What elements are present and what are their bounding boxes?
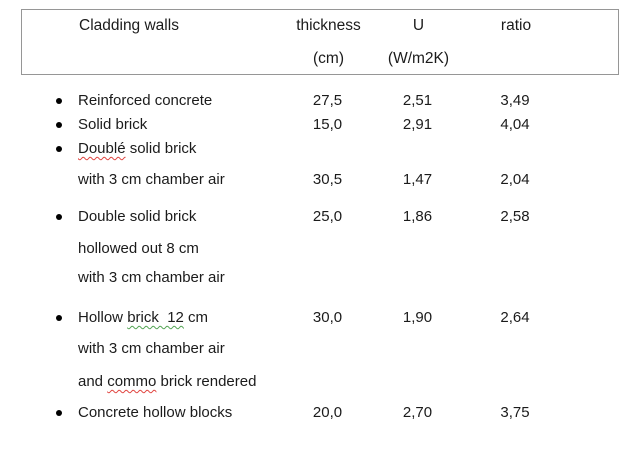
bullet-icon <box>56 315 62 321</box>
misspelled-word: Doublé <box>78 140 126 157</box>
u-value <box>365 370 470 394</box>
wall-type-label <box>78 208 196 225</box>
label-text: with 3 cm chamber air <box>78 269 225 286</box>
table-row <box>21 137 619 161</box>
ratio-value: 4,04 <box>500 116 530 133</box>
wall-type-continuation-cell <box>21 370 290 394</box>
wall-type-label <box>78 340 225 357</box>
table-row <box>21 113 619 137</box>
ratio-value <box>470 237 560 261</box>
u-value: 1,47 <box>402 171 433 188</box>
ratio-value: 3,75 <box>500 404 530 421</box>
u-value: 2,51 <box>402 92 433 109</box>
label-text: solid brick <box>125 140 197 157</box>
label-text: hollowed out 8 cm <box>78 240 199 257</box>
label-text: and <box>78 373 108 390</box>
thickness-value: 27,5 <box>312 92 343 109</box>
ratio-value <box>470 266 560 290</box>
wall-type-label <box>78 373 256 390</box>
table-row <box>21 337 619 361</box>
thickness-value: 20,0 <box>312 404 343 421</box>
wall-type-label <box>78 240 199 257</box>
table-row <box>21 266 619 290</box>
thickness-value: 30,0 <box>312 309 343 326</box>
ratio-value <box>470 137 560 161</box>
u-value: 2,91 <box>402 116 433 133</box>
wall-type-continuation-cell <box>21 237 290 261</box>
header-u: U <box>412 17 425 34</box>
wall-type-label <box>78 171 225 188</box>
label-text: Double solid brick <box>78 208 197 225</box>
ratio-value: 2,64 <box>500 309 530 326</box>
ratio-value <box>470 370 560 394</box>
table-row <box>21 401 619 425</box>
wall-type-continuation-cell <box>21 266 290 290</box>
header-thickness: thickness <box>296 17 361 34</box>
wall-type-cell <box>21 401 290 425</box>
table-header <box>21 9 619 75</box>
table-row <box>21 237 619 261</box>
ratio-value: 2,58 <box>500 208 530 225</box>
ratio-value <box>470 337 560 361</box>
wall-type-cell <box>21 89 290 113</box>
label-text: cm <box>183 309 209 326</box>
wall-type-label <box>78 269 225 286</box>
wall-type-label <box>78 140 196 157</box>
header-ratio-unit-spacer <box>471 47 561 71</box>
table-body <box>21 75 619 425</box>
grammar-flagged-text: brick 12 <box>127 309 184 326</box>
thickness-value <box>290 370 365 394</box>
wall-type-label <box>78 116 147 133</box>
wall-type-label <box>78 92 212 109</box>
label-text: brick rendered <box>156 373 257 390</box>
u-value <box>365 237 470 261</box>
header-row-units <box>22 47 618 71</box>
table-row <box>21 306 619 330</box>
thickness-value <box>290 137 365 161</box>
ratio-value: 3,49 <box>500 92 530 109</box>
header-cladding-walls: Cladding walls <box>79 17 179 34</box>
wall-type-cell <box>21 113 290 137</box>
wall-type-cell <box>21 137 290 161</box>
header-thickness-unit: (cm) <box>313 50 344 67</box>
label-text: Hollow <box>78 309 128 326</box>
thickness-value: 30,5 <box>312 171 343 188</box>
ratio-value: 2,04 <box>500 171 530 188</box>
wall-type-label <box>78 309 208 326</box>
table-row <box>21 370 619 394</box>
wall-type-label <box>78 404 232 421</box>
thickness-value <box>290 266 365 290</box>
bullet-icon <box>56 214 62 220</box>
label-text: Reinforced concrete <box>78 92 213 109</box>
label-text: with 3 cm chamber air <box>78 171 225 188</box>
label-text: Concrete hollow blocks <box>78 404 233 421</box>
bullet-icon <box>56 122 62 128</box>
header-units-spacer <box>22 47 291 71</box>
bullet-icon <box>56 98 62 104</box>
table-row <box>21 168 619 192</box>
misspelled-word: commo <box>107 373 157 390</box>
table-row <box>21 89 619 113</box>
label-text: with 3 cm chamber air <box>78 340 225 357</box>
thickness-value <box>290 337 365 361</box>
header-row-titles <box>22 14 618 38</box>
u-value <box>365 266 470 290</box>
header-ratio: ratio <box>500 17 532 34</box>
table-row <box>21 205 619 229</box>
u-value: 2,70 <box>402 404 433 421</box>
label-text: Solid brick <box>78 116 148 133</box>
thickness-value: 15,0 <box>312 116 343 133</box>
thickness-value: 25,0 <box>312 208 343 225</box>
bullet-icon <box>56 146 62 152</box>
u-value <box>365 137 470 161</box>
u-value: 1,86 <box>402 208 433 225</box>
wall-type-cell <box>21 306 290 330</box>
thickness-value <box>290 237 365 261</box>
u-value <box>365 337 470 361</box>
bullet-icon <box>56 410 62 416</box>
u-value: 1,90 <box>402 309 433 326</box>
header-u-unit: (W/m2K) <box>387 50 450 67</box>
wall-type-cell <box>21 205 290 229</box>
wall-type-continuation-cell <box>21 337 290 361</box>
wall-type-continuation-cell <box>21 168 290 192</box>
